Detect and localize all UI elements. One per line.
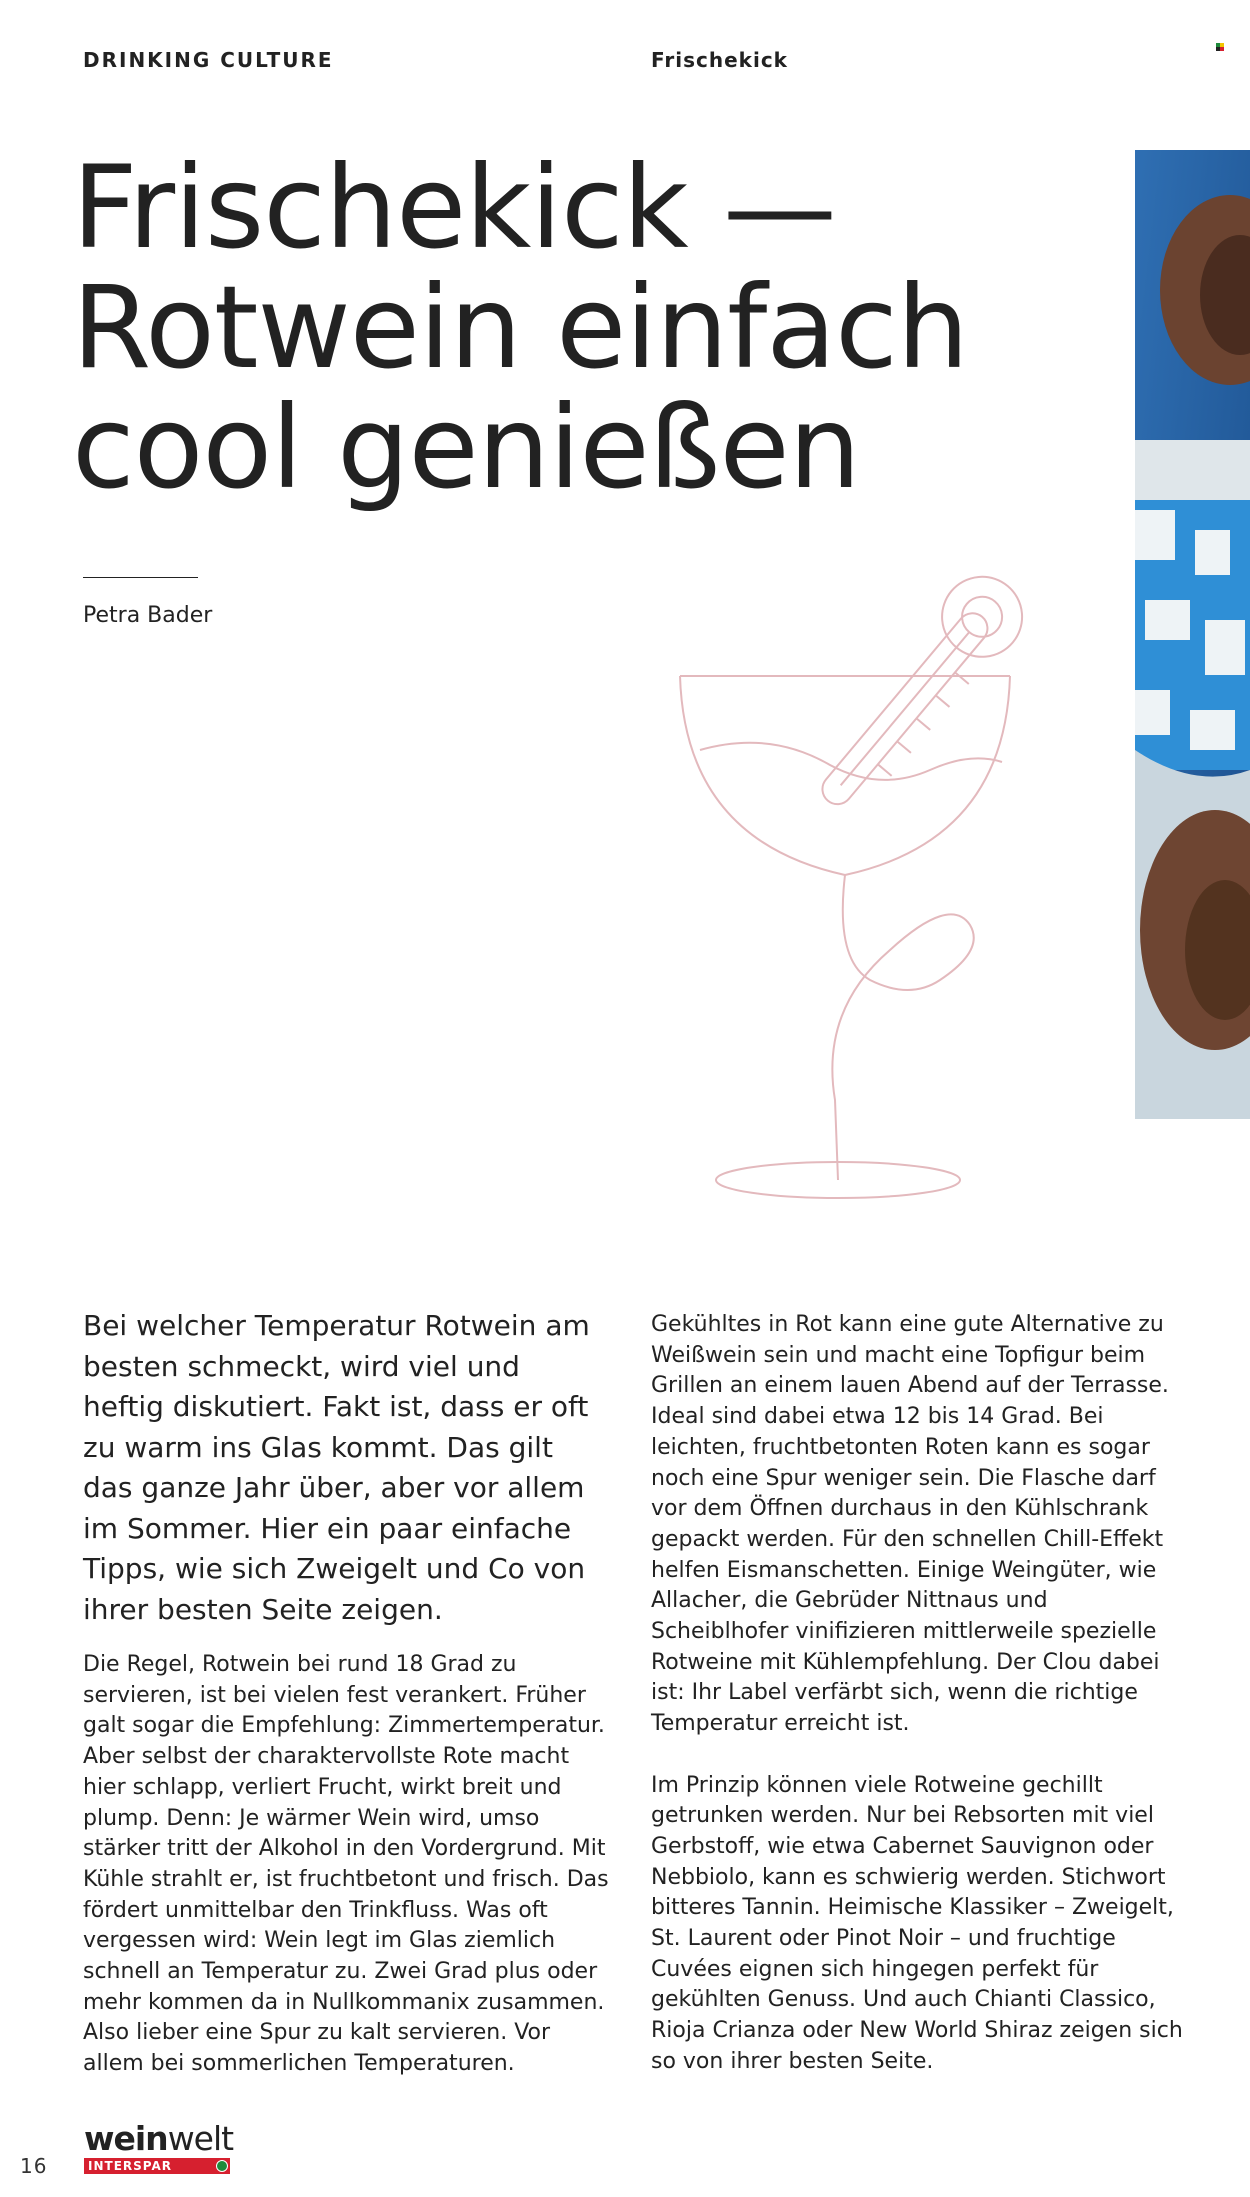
logo-wordmark: [84, 2119, 234, 2158]
logo-word-thin: welt: [167, 2119, 234, 2158]
author-name: Petra Bader: [83, 603, 213, 628]
logo-brand-bar: [84, 2158, 230, 2174]
corner-color-mark: [1216, 43, 1224, 51]
body-paragraph: Im Prinzip können viele Rotweine gechillt getrunken werden. Nur bei Rebsorten mit viel Gerbstoff, wie etwa Cabernet Sauvignon oder Nebbiolo, kann es schwierig werden. Stichwort bitteres Tannin. Heimische Klassiker – Zweigelt, St. Laurent oder Pinot Noir – und fruchtige Cuvées eignen sich hingegen perfekt für gekühlten Genuss. Und auch Chianti Classico, Rioja Crianza oder New World Shiraz zeigen sich so von ihrer besten Seite.: [651, 1772, 1183, 2074]
wine-glass-thermometer-icon: [640, 540, 1060, 1205]
body-column-left: Die Regel, Rotwein bei rund 18 Grad zu servieren, ist bei vielen fest verankert. Früher galt sogar die Empfehlung: Zimmertemperatur. Aber selbst der charaktervollste Rote macht hier schlapp, verliert Frucht, wirkt breit und plump. Denn: Je wärmer Wein wird, umso stärker tritt der Alkohol in den Vordergrund. Mit Kühle strahlt er, ist fruchtbetont und frisch. Das fördert unmittelbar den Trinkfluss. Was oft vergessen wird: Wein legt im Glas ziemlich schnell an Temperatur zu. Zwei Grad plus oder mehr kommen da in Nullkommanix zusammen. Also lieber eine Spur zu kalt servieren. Vor allem bei sommerlichen Temperaturen.: [83, 1652, 609, 2077]
logo-brand-text: INTERSPAR: [88, 2159, 172, 2173]
spar-tree-icon: [216, 2160, 228, 2172]
page-number: 16: [20, 2154, 48, 2178]
logo-word-bold: wein: [84, 2119, 168, 2158]
weinwelt-interspar-logo: [84, 2119, 234, 2178]
body-paragraph: Gekühltes in Rot kann eine gute Alternative zu Weißwein sein und macht eine Topfigur beim Grillen an einem lauen Abend auf der Terrasse. Ideal sind dabei etwa 12 bis 14 Grad. Bei leichten, fruchtbetonten Roten kann es sogar noch eine Spur weniger sein. Die Flasche darf vor dem Öffnen durchaus in den Kühlschrank gepackt werden. Für den schnellen Chill-Effekt helfen Eismanschetten. Einige Weingüter, wie Allacher, die Gebrüder Nittnaus und Scheiblhofer vinifizieren mittlerweile spezielle Rotweine mit Kühlempfehlung. Der Clou dabei ist: Ihr Label verfärbt sich, wenn die richtige Temperatur erreicht ist.: [651, 1312, 1169, 1737]
article-photo: [1135, 150, 1250, 1119]
section-label: DRINKING CULTURE: [83, 48, 334, 72]
article-lead: Bei welcher Temperatur Rotwein am besten schmeckt, wird viel und heftig diskutiert. Fakt ist, dass er oft zu warm ins Glas kommt. Das gilt das ganze Jahr über, aber vor allem im Sommer. Hier ein paar einfache Tipps, wie sich Zweigelt und Co von ihrer besten Seite zeigen.: [83, 1309, 590, 1626]
byline-divider: [83, 577, 198, 578]
running-title: Frischekick: [651, 48, 788, 72]
body-column-right: [651, 1310, 1191, 2108]
photo-image: [1135, 150, 1250, 1119]
article-headline: Frischekick — Rotwein einfach cool genießen: [72, 141, 969, 514]
